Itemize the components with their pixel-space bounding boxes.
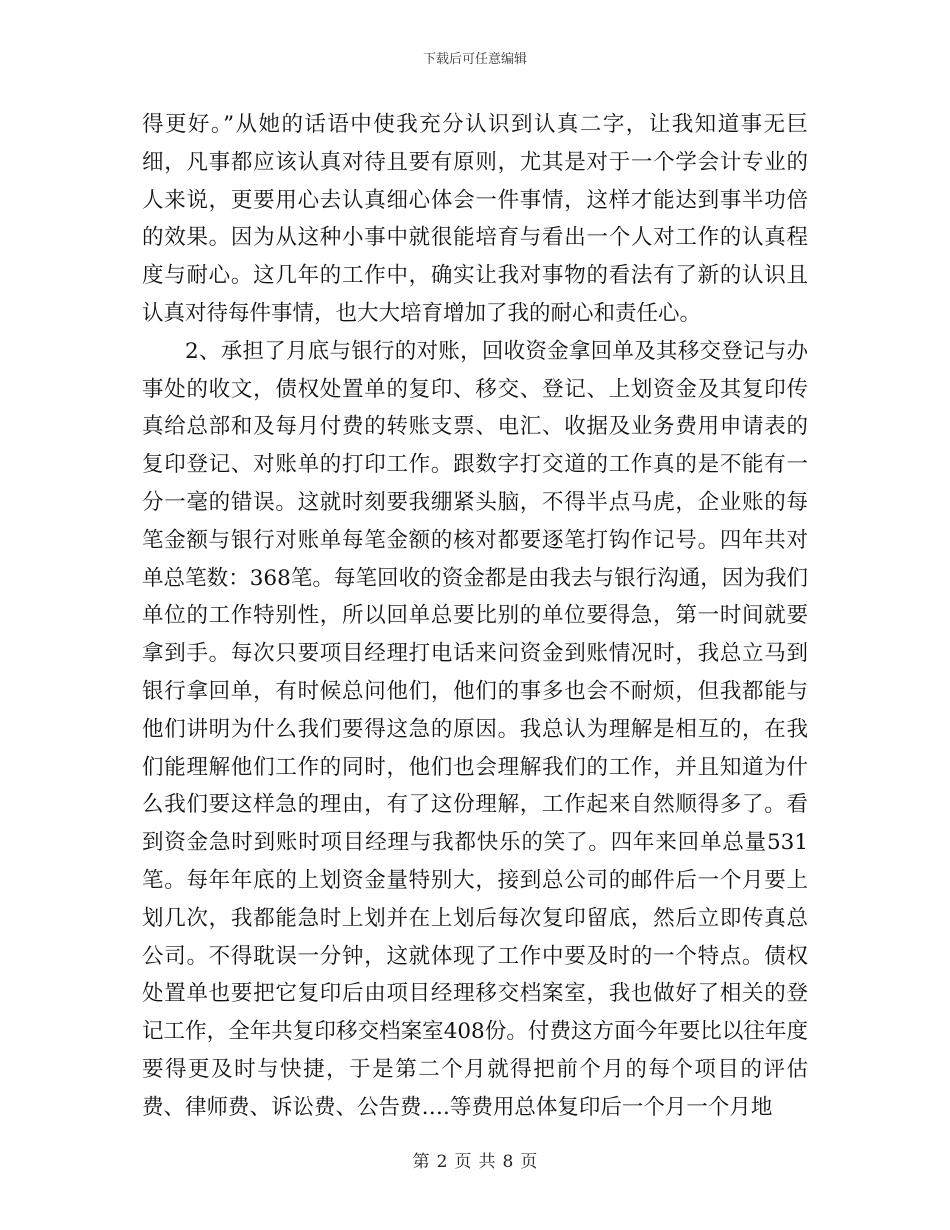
page-header-note: 下载后可任意编辑 [422, 52, 527, 67]
footer-current-page: 2 [436, 1152, 448, 1172]
footer-page-unit: 页 [454, 1152, 472, 1172]
footer-total-word: 共 [478, 1152, 496, 1172]
paragraph-continued: 得更好。”从她的话语中使我充分认识到认真二字，让我知道事无巨细，凡事都应该认真对待且要有原则，尤其是对于一个学会计专业的人来说，更要用心去认真细心体会一件事情，这样才能达到事半功倍的效果。因为从这种小事中就很能培育与看出一个人对工作的认真程度与耐心。这几年的工作中，确实让我对事物的看法有了新的认识且认真对待每件事情，也大大培育增加了我的耐心和责任心。 [142, 112, 808, 326]
document-body [142, 106, 808, 1127]
footer-prefix: 第 [412, 1152, 430, 1172]
page-footer [0, 1150, 950, 1174]
paragraph-item-2: 2、承担了月底与银行的对账，回收资金拿回单及其移交登记与办事处的收文，债权处置单的复印、移交、登记、上划资金及其复印传真给总部和及每月付费的转账支票、电汇、收据及业务费用申请表的复印登记、对账单的打印工作。跟数字打交道的工作真的是不能有一分一毫的错误。这就时刻要我绷紧头脑，不得半点马虎，企业账的每笔金额与银行对账单每笔金额的核对都要逐笔打钩作记号。四年共对单总笔数：368笔。每笔回收的资金都是由我去与银行沟通，因为我们单位的工作特别性，所以回单总要比别的单位要得急，第一时间就要拿到手。每次只要项目经理打电话来问资金到账情况时，我总立马到银行拿回单，有时候总问他们，他们的事多也会不耐烦，但我都能与他们讲明为什么我们要得这急的原因。我总认为理解是相互的，在我们能理解他们工作的同时，他们也会理解我们的工作，并且知道为什么我们要这样急的理由，有了这份理解，工作起来自然顺得多了。看到资金急时到账时项目经理与我都快乐的笑了。四年来回单总量531笔。每年年底的上划资金量特别大，接到总公司的邮件后一个月要上划几次，我都能急时上划并在上划后每次复印留底，然后立即传真总公司。不得耽误一分钟，这就体现了工作中要及时的一个特点。债权处置单也要把它复印后由项目经理移交档案室，我也做好了相关的登记工作，全年共复印移交档案室408份。付费这方面今年要比以往年度要得更及时与快捷，于是第二个月就得把前个月的每个项目的评估费、律师费、诉讼费、公告费….等费用总体复印后一个月一个月地 [142, 338, 808, 1120]
footer-total-pages: 8 [502, 1152, 514, 1172]
footer-suffix: 页 [520, 1152, 538, 1172]
